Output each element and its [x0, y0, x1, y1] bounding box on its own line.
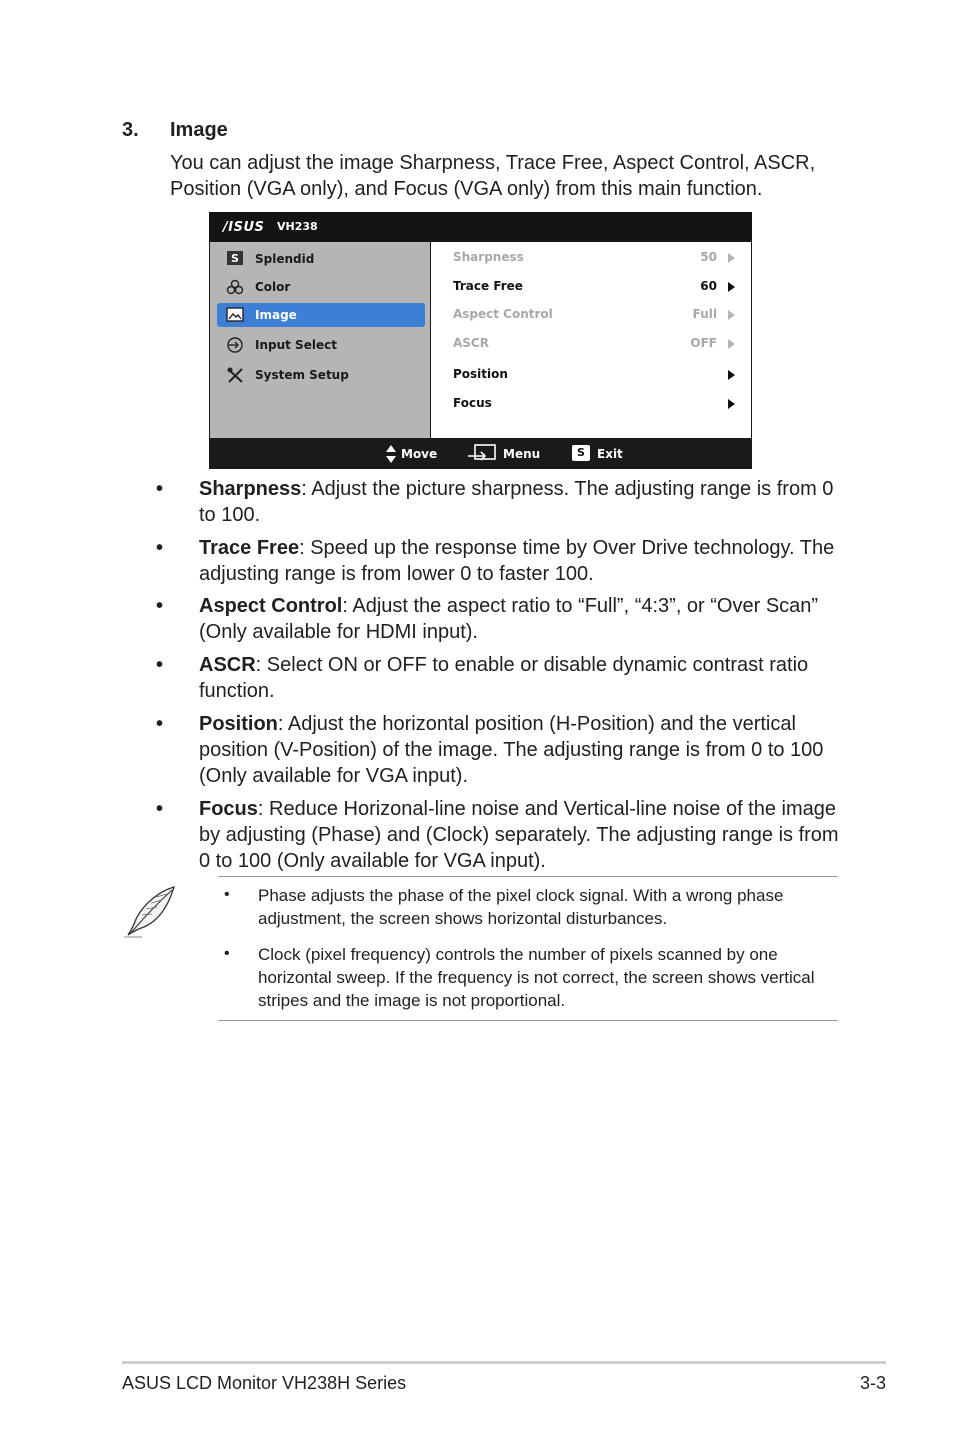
bullet-text: : Adjust the horizontal position (H-Position) and the vertical position (V-Position) of the image. The adjusting range is from 0 to 100 (Only available for VGA input).: [199, 713, 824, 787]
bullet-term: Sharpness: [199, 478, 302, 500]
asus-logo: /ISUS: [223, 220, 265, 235]
bullet-term: Focus: [199, 798, 258, 820]
up-down-arrow-icon: [385, 444, 397, 464]
bullet-dot: •: [156, 537, 164, 559]
step-number: 3.: [122, 119, 139, 141]
bullet-trace-free: [199, 535, 839, 587]
bullet-term: Trace Free: [199, 537, 300, 559]
osd-item-label: Splendid: [255, 252, 315, 266]
bullet-ascr: [199, 652, 839, 704]
arrow-right-icon: [728, 282, 735, 292]
svg-text:S: S: [231, 252, 239, 265]
nav-exit: Exit: [597, 447, 623, 461]
osd-setting-position[interactable]: [453, 365, 739, 385]
setting-label: Trace Free: [453, 279, 523, 293]
note-bullet-dot: •: [224, 886, 230, 903]
setting-label: Focus: [453, 396, 492, 410]
bullet-term: Aspect Control: [199, 595, 343, 617]
bullet-aspect-control: [199, 593, 839, 645]
osd-setting-trace-free[interactable]: [453, 277, 739, 297]
section-title: Image: [170, 119, 228, 141]
bullet-dot: •: [156, 654, 164, 676]
bullet-focus: [199, 796, 839, 874]
setting-value: OFF: [690, 336, 717, 350]
setting-label: ASCR: [453, 336, 489, 350]
color-icon: [226, 279, 244, 295]
note-bullet-dot: •: [224, 945, 230, 962]
arrow-right-icon: [728, 399, 735, 409]
osd-item-label: System Setup: [255, 368, 349, 382]
osd-item-image[interactable]: [217, 303, 425, 327]
bullet-text: : Select ON or OFF to enable or disable dynamic contrast ratio function.: [199, 654, 809, 702]
osd-submenu: [431, 242, 751, 438]
arrow-right-icon: [728, 370, 735, 380]
bullet-text: : Adjust the picture sharpness. The adjusting range is from 0 to 100.: [199, 478, 834, 526]
osd-item-system-setup[interactable]: [217, 363, 425, 387]
note-phase: Phase adjusts the phase of the pixel clock signal. With a wrong phase adjustment, the screen shows horizontal disturbances.: [258, 886, 784, 928]
osd-model-name: VH238: [277, 220, 318, 233]
bullet-dot: •: [156, 478, 164, 500]
feather-note-icon: [122, 885, 178, 939]
setting-value: 50: [700, 250, 717, 264]
bullet-term: Position: [199, 713, 278, 735]
bullet-text: : Speed up the response time by Over Drive technology. The adjusting range is from lower 0 to faster 100.: [199, 537, 835, 585]
osd-menu: [209, 212, 752, 469]
page-number: 3-3: [859, 1373, 886, 1393]
exit-s-icon: S: [572, 445, 590, 461]
bullet-text: : Reduce Horizonal-line noise and Vertical-line noise of the image by adjusting (Phase) and (Clock) separately. The adjusting range is from 0 to 100 (Only available for VGA input).: [199, 798, 839, 872]
s-icon: [226, 251, 244, 267]
osd-item-input-select[interactable]: [217, 333, 425, 357]
arrow-right-icon: [728, 310, 735, 320]
footer-rule: [122, 1361, 886, 1364]
menu-enter-icon: [467, 444, 497, 462]
input-icon: [226, 337, 244, 353]
osd-item-label: Input Select: [255, 338, 337, 352]
osd-item-color[interactable]: [217, 275, 425, 299]
footer-title: ASUS LCD Monitor VH238H Series: [122, 1373, 407, 1393]
bullet-position: [199, 711, 839, 789]
osd-item-label: Color: [255, 280, 291, 294]
osd-setting-aspect-control[interactable]: [453, 305, 739, 325]
note-bottom-rule: [218, 1020, 838, 1021]
setting-value: 60: [700, 279, 717, 293]
osd-setting-sharpness[interactable]: [453, 248, 739, 268]
bullet-dot: •: [156, 713, 164, 735]
arrow-right-icon: [728, 339, 735, 349]
setting-label: Aspect Control: [453, 307, 553, 321]
osd-item-splendid[interactable]: [217, 247, 425, 271]
osd-setting-ascr[interactable]: [453, 334, 739, 354]
image-icon: [226, 307, 244, 323]
note-clock: Clock (pixel frequency) controls the number of pixels scanned by one horizontal sweep. If the frequency is not correct, the screen shows vertical stripes and the image is not proportional.: [258, 945, 815, 1010]
osd-title-bar: [209, 212, 752, 242]
setting-label: Position: [453, 367, 508, 381]
nav-move: Move: [401, 447, 438, 461]
osd-setting-focus[interactable]: [453, 394, 739, 414]
osd-nav-bar: [209, 438, 752, 469]
bullet-dot: •: [156, 798, 164, 820]
arrow-right-icon: [728, 253, 735, 263]
setting-value: Full: [692, 307, 717, 321]
note-top-rule: [218, 876, 838, 877]
bullet-text: : Adjust the aspect ratio to “Full”, “4:3”, or “Over Scan” (Only available for HDMI input).: [199, 595, 819, 643]
setting-label: Sharpness: [453, 250, 524, 264]
bullet-sharpness: [199, 476, 839, 528]
bullet-dot: •: [156, 595, 164, 617]
osd-main-menu: [210, 242, 430, 438]
bullet-term: ASCR: [199, 654, 256, 676]
intro-paragraph: You can adjust the image Sharpness, Trace Free, Aspect Control, ASCR, Position (VGA only), and Focus (VGA only) from this main function.: [170, 152, 816, 200]
tools-icon: [226, 367, 244, 383]
osd-item-label: Image: [255, 308, 297, 322]
nav-menu: Menu: [503, 447, 541, 461]
